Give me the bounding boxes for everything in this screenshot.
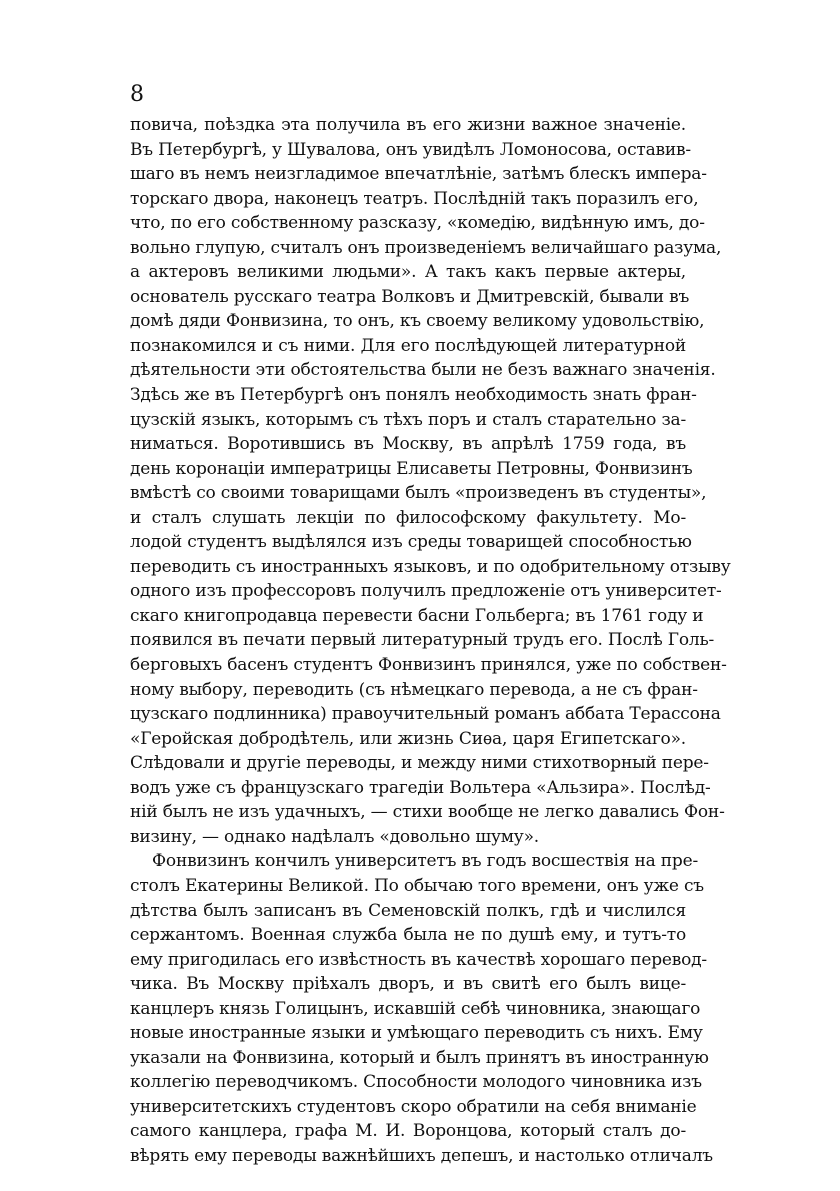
text-line: скаго книгопродавца перевести басни Гольберга; въ 1761 году и bbox=[130, 605, 704, 626]
text-line: берговыхъ басенъ студентъ Фонвизинъ принялся, уже по собствен- bbox=[130, 655, 727, 676]
text-line: а актеровъ великими людьми». А такъ какъ первые актеры, bbox=[130, 262, 686, 283]
text-line: одного изъ профессоровъ получилъ предложеніе отъ университет- bbox=[130, 581, 722, 602]
text-line: столъ Екатерины Великой. По обычаю того времени, онъ уже съ bbox=[130, 875, 704, 896]
text-line: канцлеръ князь Голицынъ, искавшій себѣ чиновника, знающаго bbox=[130, 998, 701, 1019]
text-line: что, по его собственному разсказу, «комедію, видѣнную имъ, до- bbox=[130, 213, 705, 234]
text-line: основатель русскаго театра Волковъ и Дмитревскій, бывали въ bbox=[130, 286, 690, 307]
text-line: Слѣдовали и другіе переводы, и между ними стихотворный пере- bbox=[130, 753, 709, 774]
text-line: Фонвизинъ кончилъ университетъ въ годъ восшествія на пре- bbox=[152, 851, 698, 872]
text-line: «Геройская добродѣтель, или жизнь Сиѳа, царя Египетскаго». bbox=[130, 728, 686, 749]
text-line: день коронаціи императрицы Елисаветы Петровны, Фонвизинъ bbox=[130, 458, 693, 479]
text-line: ному выбору, переводить (съ нѣмецкаго перевода, а не съ фран- bbox=[130, 679, 698, 700]
text-line: дѣтства былъ записанъ въ Семеновскій полкъ, гдѣ и числился bbox=[130, 900, 686, 921]
text-line: вмѣстѣ со своими товарищами былъ «произведенъ въ студенты», bbox=[130, 483, 707, 504]
text-line: лодой студентъ выдѣлялся изъ среды товарищей способностью bbox=[130, 532, 692, 553]
text-line: шаго въ немъ неизгладимое впечатлѣніе, затѣмъ блескъ импера- bbox=[130, 164, 707, 185]
text-line: повича, поѣздка эта получила въ его жизни важное значеніе. bbox=[130, 115, 686, 135]
text-line: познакомился и съ ними. Для его послѣдующей литературной bbox=[130, 335, 686, 356]
text-line: водъ уже съ французскаго трагедіи Вольтера «Альзира». Послѣд- bbox=[130, 777, 711, 798]
text-line: самого канцлера, графа М. И. Воронцова, который сталъ до- bbox=[130, 1121, 686, 1142]
text-line: торскаго двора, наконецъ театръ. Послѣдній такъ поразилъ его, bbox=[130, 188, 699, 209]
text-line: Здѣсь же въ Петербургѣ онъ понялъ необходимость знать фран- bbox=[130, 385, 697, 406]
text-line: и сталъ слушать лекціи по философскому факультету. Мо- bbox=[130, 507, 686, 528]
text-line: ниматься. Воротившись въ Москву, въ апрѣлѣ 1759 года, въ bbox=[130, 434, 686, 455]
text-line: указали на Фонвизина, который и былъ принятъ въ иностранную bbox=[130, 1047, 709, 1068]
paragraph-2 bbox=[130, 849, 713, 1168]
text-line: ему пригодилась его извѣстность въ качествѣ хорошаго перевод- bbox=[130, 949, 707, 970]
text-line: переводить съ иностранныхъ языковъ, и по одобрительному отзыву bbox=[130, 556, 731, 577]
text-line: цузскаго подлинника) правоучительный романъ аббата Терассона bbox=[130, 704, 721, 725]
text-line: коллегію переводчикомъ. Способности молодого чиновника изъ bbox=[130, 1072, 702, 1093]
body-text bbox=[130, 113, 731, 1169]
paragraph-1 bbox=[130, 113, 731, 849]
text-line: Въ Петербургѣ, у Шувалова, онъ увидѣлъ Ломоносова, оставив- bbox=[130, 139, 691, 160]
text-line: чика. Въ Москву пріѣхалъ дворъ, и въ свитѣ его былъ вице- bbox=[130, 974, 686, 995]
text-line: цузскій языкъ, которымъ съ тѣхъ поръ и сталъ старательно за- bbox=[130, 409, 686, 430]
page-number: 8 bbox=[130, 82, 144, 107]
text-line: университетскихъ студентовъ скоро обратили на себя вниманіе bbox=[130, 1096, 697, 1117]
text-line: ній былъ не изъ удачныхъ, — стихи вообще не легко давались Фон- bbox=[130, 802, 725, 823]
text-line: вѣрять ему переводы важнѣйшихъ депешъ, и настолько отличалъ bbox=[130, 1145, 713, 1166]
text-line: сержантомъ. Военная служба была не по душѣ ему, и тутъ-то bbox=[130, 925, 686, 946]
text-line: домѣ дяди Фонвизина, то онъ, къ своему великому удовольствію, bbox=[130, 311, 705, 332]
text-line: вольно глупую, считалъ онъ произведеніемъ величайшаго разума, bbox=[130, 237, 722, 258]
text-line: дѣятельности эти обстоятельства были не безъ важнаго значенія. bbox=[130, 360, 716, 381]
text-line: появился въ печати первый литературный трудъ его. Послѣ Голь- bbox=[130, 630, 715, 651]
text-line: новые иностранные языки и умѣющаго переводить съ нихъ. Ему bbox=[130, 1023, 703, 1044]
text-line: визину, — однако надѣлалъ «довольно шуму». bbox=[130, 826, 539, 847]
